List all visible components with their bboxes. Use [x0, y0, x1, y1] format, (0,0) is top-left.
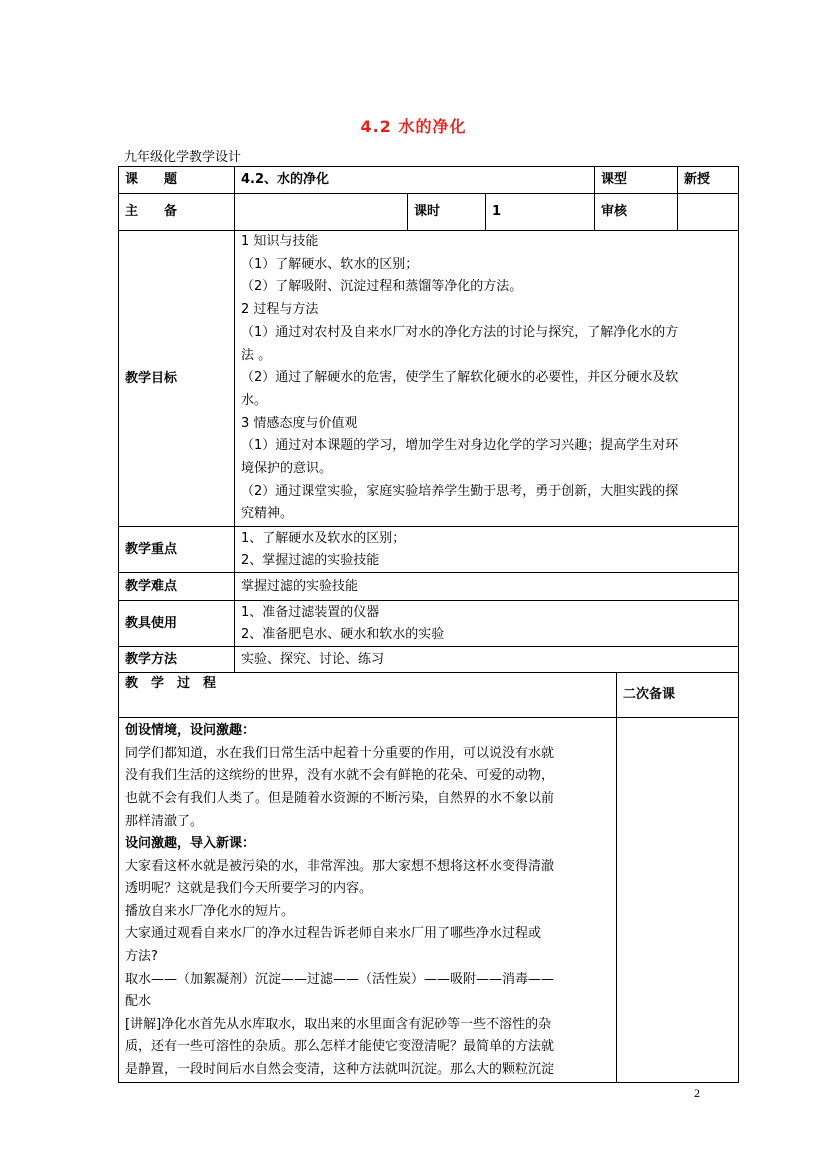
type-label: 课型 [595, 167, 678, 194]
difficulty-value: 掌握过滤的实验技能 [235, 573, 739, 601]
document-title: 4.2 水的净化 [360, 117, 467, 136]
process-line: 取水——（加絮凝剂）沉淀——过滤——（活性炭）——吸附——消毒—— [125, 971, 555, 987]
tools-label: 教具使用 [119, 601, 235, 647]
hours-value: 1 [486, 194, 595, 231]
goals-row [119, 231, 739, 527]
goal-line: （2）通过了解硬水的危害，使学生了解软化硬水的必要性，并区分硬水及软 [241, 370, 679, 386]
goal-line: 2 过程与方法 [241, 302, 319, 318]
prep-value [235, 194, 408, 231]
key-points-row [119, 527, 739, 573]
process-line: 方法? [125, 949, 158, 965]
second-prep-content [617, 718, 739, 1083]
process-line: 创设情境，设问激趣： [125, 723, 256, 739]
goal-line: （1）通过对农村及自来水厂对水的净化方法的讨论与探究，了解净化水的方 [241, 324, 679, 340]
key-points-label: 教学重点 [119, 527, 235, 573]
topic-row [119, 167, 739, 194]
process-row [119, 718, 739, 1083]
process-line: [讲解]净化水首先从水库取水，取出来的水里面含有泥砂等一些不溶性的杂 [125, 1016, 552, 1032]
process-line: 质，还有一些可溶性的杂质。那么怎样才能使它变澄清呢？最简单的方法就 [125, 1039, 555, 1055]
tools-content [235, 601, 739, 647]
methods-row [119, 647, 739, 673]
key-point-line: 2、掌握过滤的实验技能 [241, 552, 380, 568]
goal-line: 究精神。 [241, 506, 294, 522]
process-line: 是静置，一段时间后水自然会变清，这种方法就叫沉淀。那么大的颗粒沉淀 [125, 1062, 555, 1078]
methods-value: 实验、探究、讨论、练习 [235, 647, 739, 673]
process-header-label: 教 学 过 程 [119, 673, 617, 718]
lesson-plan-table [118, 166, 739, 1083]
difficulty-row [119, 573, 739, 601]
tool-line: 1、准备过滤装置的仪器 [241, 604, 380, 620]
goal-line: （2）了解吸附、沉淀过程和蒸馏等净化的方法。 [241, 279, 523, 295]
hours-label: 课时 [408, 194, 486, 231]
goal-line: 水。 [241, 392, 268, 408]
tool-line: 2、准备肥皂水、硬水和软水的实验 [241, 626, 445, 642]
goal-line: （1）了解硬水、软水的区别； [241, 256, 419, 272]
goal-line: 3 情感态度与价值观 [241, 415, 358, 431]
process-header-row [119, 673, 739, 718]
prep-row [119, 194, 739, 231]
tools-row [119, 601, 739, 647]
key-points-content [235, 527, 739, 573]
review-value [678, 194, 739, 231]
process-line: 播放自来水厂净化水的短片。 [125, 903, 295, 919]
process-line: 那样清澈了。 [125, 813, 204, 829]
goal-line: 1 知识与技能 [241, 234, 319, 249]
document-subtitle: 九年级化学教学设计 [124, 150, 242, 165]
goals-label: 教学目标 [119, 231, 235, 527]
methods-label: 教学方法 [119, 647, 235, 673]
process-content [119, 718, 617, 1083]
process-line: 透明呢？这就是我们今天所要学习的内容。 [125, 881, 373, 897]
second-prep-label: 二次备课 [617, 673, 739, 718]
goal-line: 法 。 [241, 347, 272, 363]
topic-value: 4.2、水的净化 [235, 167, 595, 194]
goal-line: （1）通过对本课题的学习，增加学生对身边化学的学习兴趣；提高学生对环 [241, 438, 679, 454]
goal-line: 境保护的意识。 [241, 461, 333, 477]
process-line: 配水 [125, 994, 152, 1010]
prep-label: 主 备 [119, 194, 235, 231]
process-line: 大家通过观看自来水厂的净水过程告诉老师自来水厂用了哪些净水过程或 [125, 926, 542, 942]
process-line: 设问激趣，导入新课： [125, 836, 256, 852]
goals-content [235, 231, 739, 527]
topic-label: 课 题 [119, 167, 235, 194]
process-line: 大家看这杯水就是被污染的水，非常浑浊。那大家想不想将这杯水变得清澈 [125, 858, 555, 874]
review-label: 审核 [595, 194, 678, 231]
type-value: 新授 [678, 167, 739, 194]
process-line: 也就不会有我们人类了。但是随着水资源的不断污染，自然界的水不象以前 [125, 790, 555, 806]
process-line: 没有我们生活的这缤纷的世界，没有水就不会有鲜艳的花朵、可爱的动物， [125, 768, 555, 784]
key-point-line: 1、了解硬水及软水的区别； [241, 530, 406, 546]
goal-line: （2）通过课堂实验，家庭实验培养学生勤于思考，勇于创新，大胆实践的探 [241, 483, 679, 499]
process-line: 同学们都知道，水在我们日常生活中起着十分重要的作用，可以说没有水就 [125, 745, 555, 761]
difficulty-label: 教学难点 [119, 573, 235, 601]
page-number: 2 [694, 1086, 700, 1100]
